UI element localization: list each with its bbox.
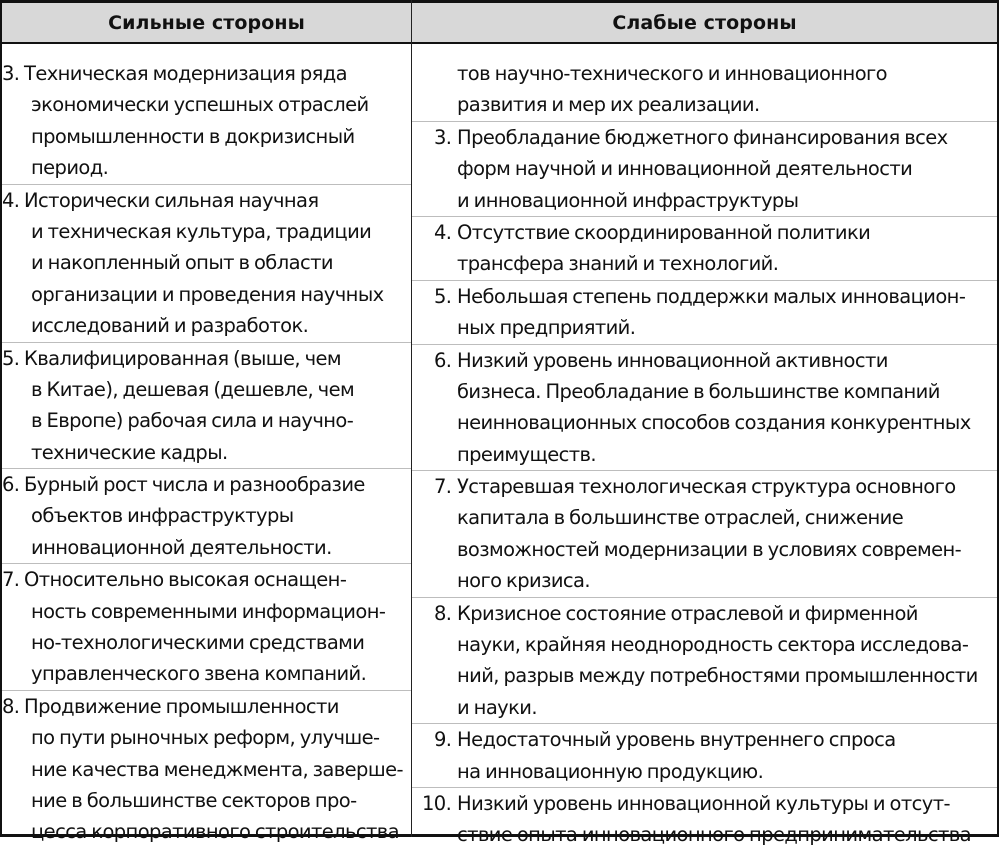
item-number: 6. <box>434 348 452 372</box>
text-line: преимуществ. <box>457 442 596 466</box>
text-line: тов научно-технического и инновационного <box>457 62 887 85</box>
strength-item <box>2 343 411 469</box>
text-line: возможностей модернизации в условиях современ- <box>457 537 962 561</box>
item-number: 4. <box>434 220 452 244</box>
strength-item <box>2 185 411 342</box>
text-line: бизнеса. Преобладание в большинстве компаний <box>457 379 940 403</box>
weakness-item <box>412 471 997 597</box>
text-line: 6. Бурный рост числа и разнообразие <box>2 473 365 497</box>
text-line: Низкий уровень инновационной активности <box>457 348 888 372</box>
item-number: 9. <box>434 728 452 752</box>
text-line: и инновационной инфраструктуры <box>457 188 799 212</box>
text-line: 3. Техническая модернизация ряда <box>2 62 348 85</box>
text-line: форм научной и инновационной деятельности <box>457 157 913 181</box>
text-line: ние качества менеджмента, заверше- <box>31 757 403 781</box>
text-line: ность современными информацион- <box>31 599 386 623</box>
text-line: ний, разрыв между потребностями промышленности <box>457 664 978 688</box>
strengths-column <box>2 44 411 848</box>
text-line: управленческого звена компаний. <box>31 662 367 686</box>
text-line: по пути рыночных реформ, улучше- <box>31 726 380 750</box>
header-strengths: Сильные стороны <box>108 12 305 34</box>
weakness-item <box>412 345 997 471</box>
item-number: 5. <box>434 284 452 308</box>
strength-item <box>2 564 411 690</box>
text-line: 7. Относительно высокая оснащен- <box>2 568 347 592</box>
weakness-item <box>412 598 997 724</box>
text-line: Небольшая степень поддержки малых инновацион- <box>457 284 966 308</box>
weakness-continuation <box>412 58 997 121</box>
text-line: капитала в большинстве отраслей, снижение <box>457 506 904 530</box>
item-number: 3. <box>434 125 452 149</box>
item-number: 10. <box>422 791 452 815</box>
text-line: Преобладание бюджетного финансирования всех <box>457 125 948 149</box>
text-line: Отсутствие скоординированной политики <box>457 220 871 244</box>
text-line: и техническая культура, традиции <box>31 219 372 243</box>
text-line: 8. Продвижение промышленности <box>2 694 339 718</box>
text-line: инновационной деятельности. <box>31 535 332 559</box>
weakness-item <box>412 281 997 344</box>
text-line: объектов инфраструктуры <box>31 504 294 528</box>
table-header <box>2 0 997 44</box>
text-line: цесса корпоративного строительства <box>31 820 400 844</box>
text-line: науки, крайняя неоднородность сектора исследова- <box>457 633 969 657</box>
text-line: в Европе) рабочая сила и научно- <box>31 409 354 433</box>
weakness-item <box>412 122 997 216</box>
strength-item <box>2 469 411 563</box>
text-line: 5. Квалифицированная (выше, чем <box>2 346 342 370</box>
text-line: ных предприятий. <box>457 316 636 340</box>
text-line: исследований и разработок. <box>31 314 309 338</box>
text-line: трансфера знаний и технологий. <box>457 252 779 276</box>
strength-item <box>2 691 411 848</box>
text-line: Кризисное состояние отраслевой и фирменной <box>457 601 918 625</box>
text-line: 4. Исторически сильная научная <box>2 188 319 212</box>
text-line: ствие опыта инновационного предпринимательства <box>457 823 971 847</box>
header-weaknesses: Слабые стороны <box>612 12 797 34</box>
item-number: 7. <box>434 475 452 499</box>
text-line: неинновационных способов создания конкурентных <box>457 411 971 435</box>
weakness-item <box>412 788 997 851</box>
text-line: Низкий уровень инновационной культуры и отсут- <box>457 791 950 815</box>
text-line: технические кадры. <box>31 440 228 464</box>
text-line: промышленности в докризисный <box>31 124 355 148</box>
weaknesses-column <box>412 44 997 851</box>
text-line: на инновационную продукцию. <box>457 759 764 783</box>
text-line: организации и проведения научных <box>31 282 384 306</box>
weakness-item <box>412 217 997 280</box>
item-number: 8. <box>434 601 452 625</box>
text-line: и накопленный опыт в области <box>31 251 333 275</box>
text-line: ние в большинстве секторов про- <box>31 788 357 812</box>
text-line: в Китае), дешевая (дешевле, чем <box>31 377 355 401</box>
text-line: и науки. <box>457 695 537 719</box>
weakness-item <box>412 724 997 787</box>
text-line: ного кризиса. <box>457 569 590 593</box>
text-line: развития и мер их реализации. <box>457 93 760 117</box>
text-line: но-технологическими средствами <box>31 631 365 655</box>
strength-item <box>2 58 411 184</box>
text-line: Устаревшая технологическая структура основного <box>457 475 956 499</box>
text-line: экономически успешных отраслей <box>31 93 369 117</box>
text-line: период. <box>31 156 109 180</box>
text-line: Недостаточный уровень внутреннего спроса <box>457 728 896 752</box>
